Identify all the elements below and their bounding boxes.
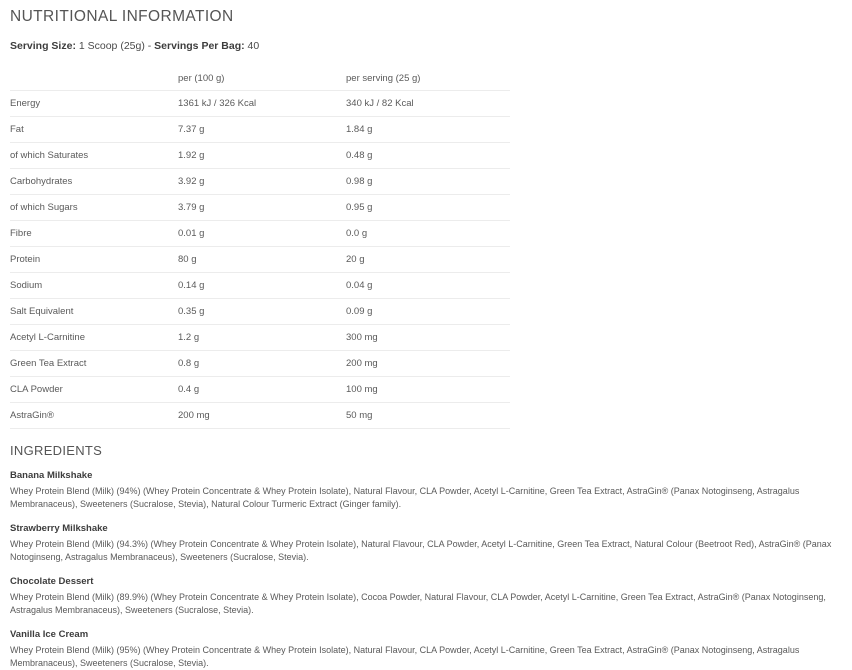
table-row bbox=[10, 299, 510, 325]
nutrient-per-100g: 80 g bbox=[178, 247, 346, 273]
table-row bbox=[10, 91, 510, 117]
nutrient-per-serving: 0.04 g bbox=[346, 273, 510, 299]
flavour-ingredients: Whey Protein Blend (Milk) (95%) (Whey Protein Concentrate & Whey Protein Isolate), Natural Flavour, CLA Powder, Acetyl L-Carnitine, Green Tea Extract, AstraGin® (Panax Notoginseng, Astragalus Membranaceus), Sweeteners (Sucralose, Stevia). bbox=[10, 645, 800, 669]
nutrient-name: of which Saturates bbox=[10, 143, 178, 169]
nutrient-name: Energy bbox=[10, 91, 178, 117]
nutrient-name: Salt Equivalent bbox=[10, 299, 178, 325]
nutrient-per-100g: 0.8 g bbox=[178, 351, 346, 377]
serving-size-value: 1 Scoop (25g) - bbox=[75, 40, 155, 52]
nutrient-per-100g: 1.2 g bbox=[178, 325, 346, 351]
nutrient-per-serving: 100 mg bbox=[346, 377, 510, 403]
nutrient-per-serving: 300 mg bbox=[346, 325, 510, 351]
nutrient-name: Protein bbox=[10, 247, 178, 273]
nutrient-per-serving: 0.95 g bbox=[346, 195, 510, 221]
nutrient-name: Sodium bbox=[10, 273, 178, 299]
nutrient-per-100g: 7.37 g bbox=[178, 117, 346, 143]
table-row bbox=[10, 143, 510, 169]
nutrient-name: Fat bbox=[10, 117, 178, 143]
table-row bbox=[10, 403, 510, 429]
nutritional-information-title: NUTRITIONAL INFORMATION bbox=[10, 8, 234, 25]
nutrient-per-serving: 20 g bbox=[346, 247, 510, 273]
flavour-ingredients: Whey Protein Blend (Milk) (89.9%) (Whey Protein Concentrate & Whey Protein Isolate), Cocoa Powder, Natural Flavour, CLA Powder, Acetyl L-Carnitine, Green Tea Extract, AstraGin® (Panax Notoginseng, Astragalus Membranaceus), Sweeteners (Sucralose, Stevia). bbox=[10, 592, 826, 616]
ingredients-title: INGREDIENTS bbox=[10, 443, 103, 458]
nutrient-name: Fibre bbox=[10, 221, 178, 247]
nutrient-per-serving: 200 mg bbox=[346, 351, 510, 377]
nutrient-per-100g: 200 mg bbox=[178, 403, 346, 429]
nutrient-per-100g: 3.92 g bbox=[178, 169, 346, 195]
nutrient-per-100g: 1361 kJ / 326 Kcal bbox=[178, 91, 346, 117]
column-header-nutrient bbox=[10, 66, 178, 91]
flavour-block bbox=[10, 470, 842, 511]
table-row bbox=[10, 247, 510, 273]
flavour-name: Strawberry Milkshake bbox=[10, 523, 108, 535]
serving-info bbox=[10, 40, 842, 52]
nutrient-per-serving: 1.84 g bbox=[346, 117, 510, 143]
nutrient-name: Carbohydrates bbox=[10, 169, 178, 195]
nutrient-per-serving: 0.48 g bbox=[346, 143, 510, 169]
nutrient-per-serving: 0.0 g bbox=[346, 221, 510, 247]
flavour-name: Vanilla Ice Cream bbox=[10, 629, 89, 641]
column-header-per-100g: per (100 g) bbox=[178, 66, 346, 91]
servings-per-bag-label: Servings Per Bag: bbox=[154, 40, 245, 52]
table-row bbox=[10, 195, 510, 221]
nutrient-per-100g: 3.79 g bbox=[178, 195, 346, 221]
flavour-ingredients: Whey Protein Blend (Milk) (94.3%) (Whey Protein Concentrate & Whey Protein Isolate), Natural Flavour, CLA Powder, Acetyl L-Carnitine, Green Tea Extract, Natural Colour (Beetroot Red), AstraGin® (Panax Notoginseng, Astragalus Membranaceus), Sweeteners (Sucralose, Stevia). bbox=[10, 539, 832, 563]
table-row bbox=[10, 169, 510, 195]
serving-size-label: Serving Size: bbox=[10, 40, 76, 52]
flavour-block bbox=[10, 576, 842, 617]
column-header-per-serving: per serving (25 g) bbox=[346, 66, 510, 91]
table-row bbox=[10, 221, 510, 247]
nutrient-per-100g: 0.4 g bbox=[178, 377, 346, 403]
table-row bbox=[10, 273, 510, 299]
flavour-ingredients: Whey Protein Blend (Milk) (94%) (Whey Protein Concentrate & Whey Protein Isolate), Natural Flavour, CLA Powder, Acetyl L-Carnitine, Green Tea Extract, AstraGin® (Panax Notoginseng, Astragalus Membranaceus), Sweeteners (Sucralose, Stevia), Natural Colour Turmeric Extract (Ginger family). bbox=[10, 486, 800, 510]
nutrient-per-100g: 0.35 g bbox=[178, 299, 346, 325]
nutrient-per-serving: 0.09 g bbox=[346, 299, 510, 325]
flavour-block bbox=[10, 523, 842, 564]
table-header-row bbox=[10, 66, 510, 91]
nutrient-per-serving: 340 kJ / 82 Kcal bbox=[346, 91, 510, 117]
table-row bbox=[10, 351, 510, 377]
flavour-name: Banana Milkshake bbox=[10, 470, 93, 481]
servings-per-bag-value: 40 bbox=[244, 40, 260, 52]
flavour-block bbox=[10, 629, 842, 670]
nutrient-per-serving: 50 mg bbox=[346, 403, 510, 429]
nutrient-name: of which Sugars bbox=[10, 195, 178, 221]
nutrition-table bbox=[10, 66, 510, 429]
nutrient-per-serving: 0.98 g bbox=[346, 169, 510, 195]
table-row bbox=[10, 325, 510, 351]
flavour-name: Chocolate Dessert bbox=[10, 576, 94, 588]
nutrient-name: Acetyl L-Carnitine bbox=[10, 325, 178, 351]
nutrient-name: Green Tea Extract bbox=[10, 351, 178, 377]
nutrient-name: CLA Powder bbox=[10, 377, 178, 403]
nutrient-per-100g: 1.92 g bbox=[178, 143, 346, 169]
table-row bbox=[10, 117, 510, 143]
nutrient-per-100g: 0.01 g bbox=[178, 221, 346, 247]
table-row bbox=[10, 377, 510, 403]
nutrient-name: AstraGin® bbox=[10, 403, 178, 429]
nutrient-per-100g: 0.14 g bbox=[178, 273, 346, 299]
